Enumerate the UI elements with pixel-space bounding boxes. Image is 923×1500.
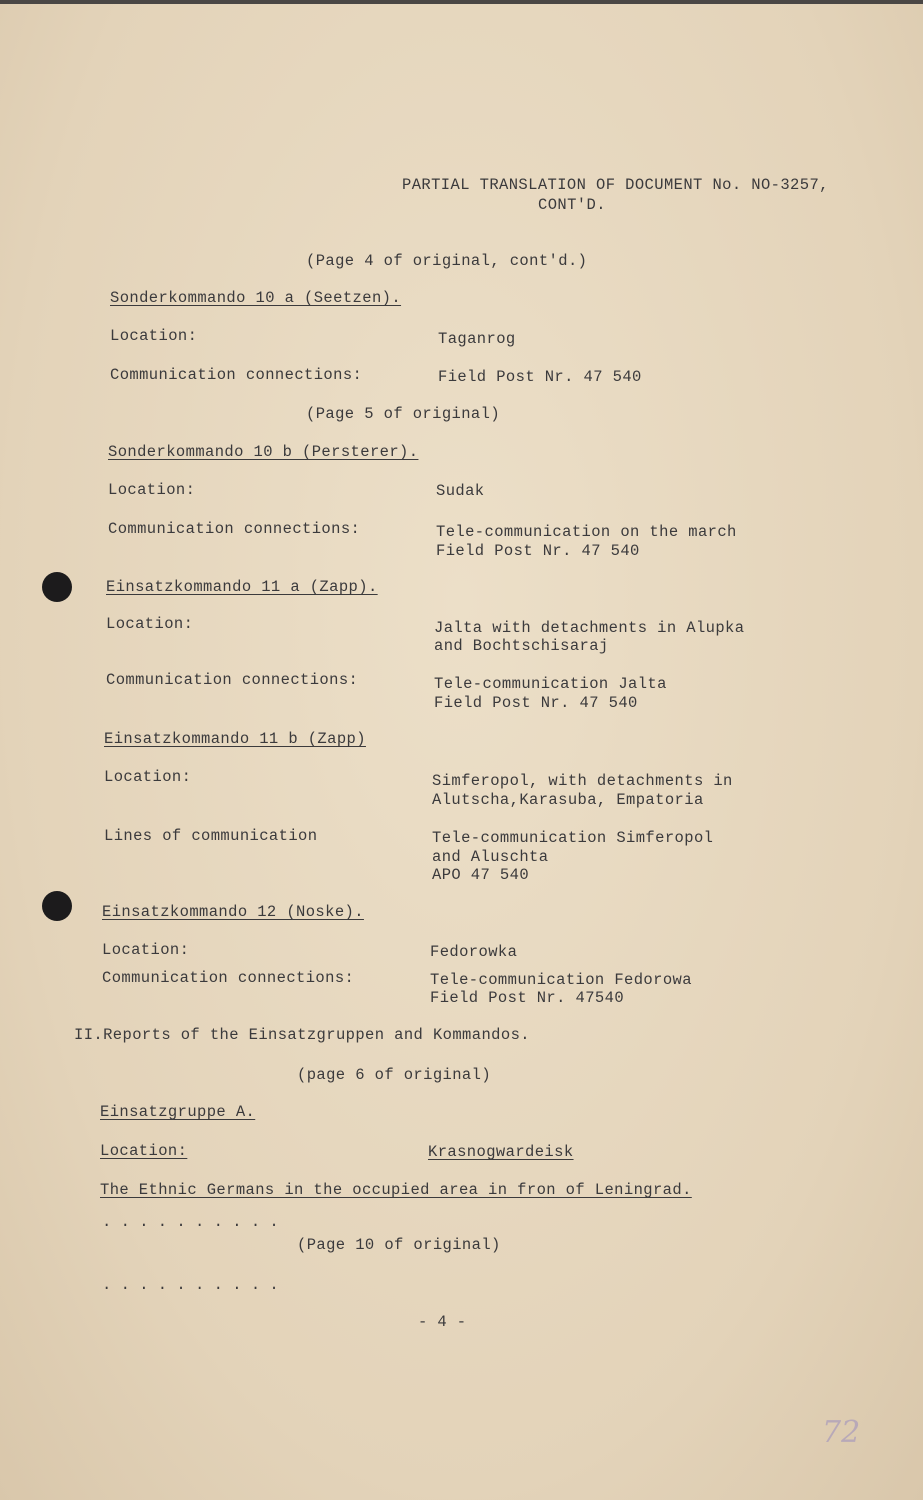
ek11b-comm-value-2: and Aluschta	[432, 848, 549, 866]
ek11b-comm-value-1: Tele-communication Simferopol	[432, 829, 714, 847]
ek11a-location-value-1: Jalta with detachments in Alupka	[434, 619, 745, 637]
handwritten-annotation: 72	[822, 1415, 861, 1450]
ek12-comm-value-2: Field Post Nr. 47540	[430, 989, 625, 1007]
ek11a-comm-label: Communication connections:	[106, 671, 359, 689]
ek11b-location-value-1: Simferopol, with detachments in	[432, 772, 733, 790]
sk10a-location-label: Location:	[110, 327, 198, 345]
page-ref-5: (Page 5 of original)	[306, 405, 501, 423]
sk10a-comm-value: Field Post Nr. 47 540	[438, 368, 642, 386]
einsatzgruppe-a-location-value: Krasnogwardeisk	[428, 1143, 574, 1161]
doc-title: PARTIAL TRANSLATION OF DOCUMENT No. NO-3257,	[402, 176, 829, 194]
ek11a-location-label: Location:	[106, 615, 194, 633]
ek11a-heading: Einsatzkommando 11 a (Zapp).	[106, 578, 378, 596]
ek11b-heading: Einsatzkommando 11 b (Zapp)	[104, 730, 366, 748]
page-ref-10: (Page 10 of original)	[297, 1236, 501, 1254]
ellipsis-2: . . . . . . . . . .	[102, 1276, 279, 1294]
punch-hole-bottom	[42, 891, 72, 921]
punch-hole-top	[42, 572, 72, 602]
ek12-comm-value-1: Tele-communication Fedorowa	[430, 971, 692, 989]
ek11b-location-value-2: Alutscha,Karasuba, Empatoria	[432, 791, 704, 809]
sk10a-comm-label: Communication connections:	[110, 366, 363, 384]
sk10b-comm-value-2: Field Post Nr. 47 540	[436, 542, 640, 560]
sk10b-location-label: Location:	[108, 481, 196, 499]
ek11b-comm-value-3: APO 47 540	[432, 866, 530, 884]
ek12-location-label: Location:	[102, 941, 190, 959]
ek12-location-value: Fedorowka	[430, 943, 518, 961]
ek11a-comm-value-2: Field Post Nr. 47 540	[434, 694, 638, 712]
einsatzgruppe-a-location-label: Location:	[100, 1142, 188, 1160]
doc-title-cont: CONT'D.	[538, 196, 606, 214]
sk10b-comm-value-1: Tele-communication on the march	[436, 523, 737, 541]
sk10b-heading: Sonderkommando 10 b (Persterer).	[108, 443, 419, 461]
ek11b-location-label: Location:	[104, 768, 192, 786]
scan-edge	[0, 0, 923, 4]
ek12-comm-label: Communication connections:	[102, 969, 355, 987]
sk10a-heading: Sonderkommando 10 a (Seetzen).	[110, 289, 402, 307]
einsatzgruppe-a-heading: Einsatzgruppe A.	[100, 1103, 256, 1121]
ek11b-comm-label: Lines of communication	[104, 827, 318, 845]
sk10b-comm-label: Communication connections:	[108, 520, 361, 538]
ellipsis-1: . . . . . . . . . .	[102, 1213, 279, 1231]
section-2-heading: II.Reports of the Einsatzgruppen and Kommandos.	[74, 1026, 530, 1044]
page-ref-6: (page 6 of original)	[297, 1066, 492, 1084]
ek12-heading: Einsatzkommando 12 (Noske).	[102, 903, 364, 921]
sk10a-location-value: Taganrog	[438, 330, 516, 348]
ek11a-location-value-2: and Bochtschisaraj	[434, 637, 609, 655]
ethnic-germans-heading: The Ethnic Germans in the occupied area in fron of Leningrad.	[100, 1181, 692, 1199]
page-number: - 4 -	[418, 1313, 467, 1331]
sk10b-location-value: Sudak	[436, 482, 485, 500]
ek11a-comm-value-1: Tele-communication Jalta	[434, 675, 667, 693]
page-ref-4: (Page 4 of original, cont'd.)	[306, 252, 588, 270]
